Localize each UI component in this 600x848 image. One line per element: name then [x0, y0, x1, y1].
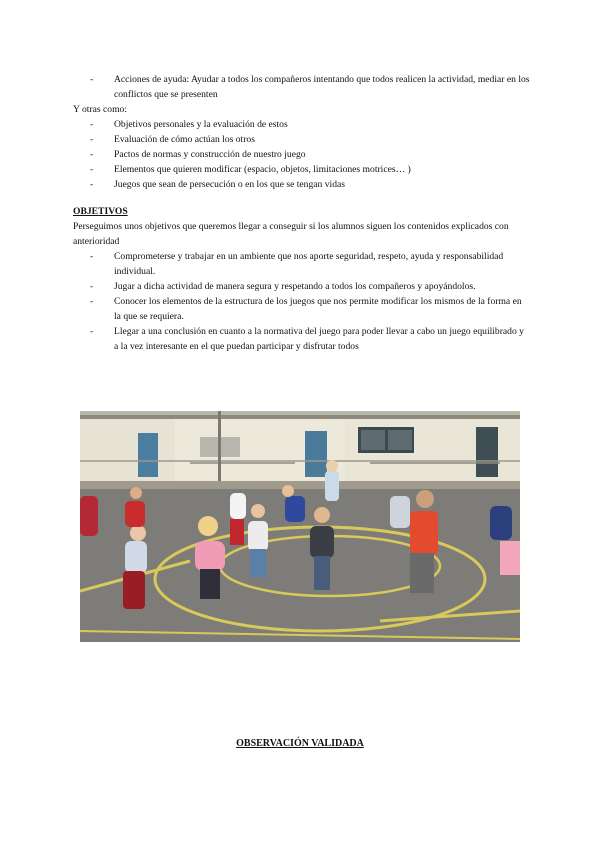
schoolyard-photo: [80, 411, 520, 642]
list-item-text: Pactos de normas y construcción de nuestro juego: [114, 149, 306, 160]
list-item: [90, 147, 530, 162]
bullet-dash: -: [90, 149, 94, 160]
bullet-dash: -: [90, 179, 94, 190]
list-item-text: Jugar a dicha actividad de manera segura y respetando a todos los compañeros y apoyándolos.: [114, 281, 476, 292]
other-items-list: [90, 117, 530, 192]
help-actions-list: [90, 72, 530, 102]
list-item: [90, 117, 530, 132]
bullet-dash: -: [90, 326, 94, 337]
list-item: [90, 294, 530, 324]
list-item: [90, 132, 530, 147]
list-item-text: Objetivos personales y la evaluación de estos: [114, 119, 288, 130]
observacion-heading: OBSERVACIÓN VALIDADA: [236, 738, 364, 749]
objetivos-list: [90, 249, 530, 354]
list-item: [90, 249, 530, 279]
list-item: [90, 177, 530, 192]
bullet-dash: -: [90, 164, 94, 175]
list-item: [90, 279, 530, 294]
list-item: [90, 162, 530, 177]
other-intro: Y otras como:: [73, 104, 127, 115]
bullet-dash: -: [90, 74, 94, 85]
list-item-text: Elementos que quieren modificar (espacio, objetos, limitaciones motrices… ): [114, 164, 411, 175]
objetivos-heading: OBJETIVOS: [73, 206, 128, 217]
objetivos-intro: Perseguimos unos objetivos que queremos llegar a conseguir si los alumnos siguen los contenidos explicados con anterioridad: [73, 221, 509, 247]
list-item-text: Conocer los elementos de la estructura de los juegos que nos permite modificar los mismos de la forma en la que se requiera.: [114, 296, 522, 322]
list-item-text: Evaluación de cómo actúan los otros: [114, 134, 255, 145]
list-item-text: Llegar a una conclusión en cuanto a la normativa del juego para poder llevar a cabo un juego equilibrado y a la vez interesante en el que puedan participar y disfrutar todos: [114, 326, 524, 352]
bullet-dash: -: [90, 119, 94, 130]
list-item: [90, 72, 530, 102]
bullet-dash: -: [90, 134, 94, 145]
bullet-dash: -: [90, 251, 94, 262]
list-item: [90, 324, 530, 354]
bullet-dash: -: [90, 296, 94, 307]
bullet-dash: -: [90, 281, 94, 292]
list-item-text: Acciones de ayuda: Ayudar a todos los compañeros intentando que todos realicen la actividad, mediar en los conflictos que se presenten: [114, 74, 530, 100]
list-item-text: Juegos que sean de persecución o en los que se tengan vidas: [114, 179, 345, 190]
list-item-text: Comprometerse y trabajar en un ambiente que nos aporte seguridad, respeto, ayuda y responsabilidad individual.: [114, 251, 504, 277]
